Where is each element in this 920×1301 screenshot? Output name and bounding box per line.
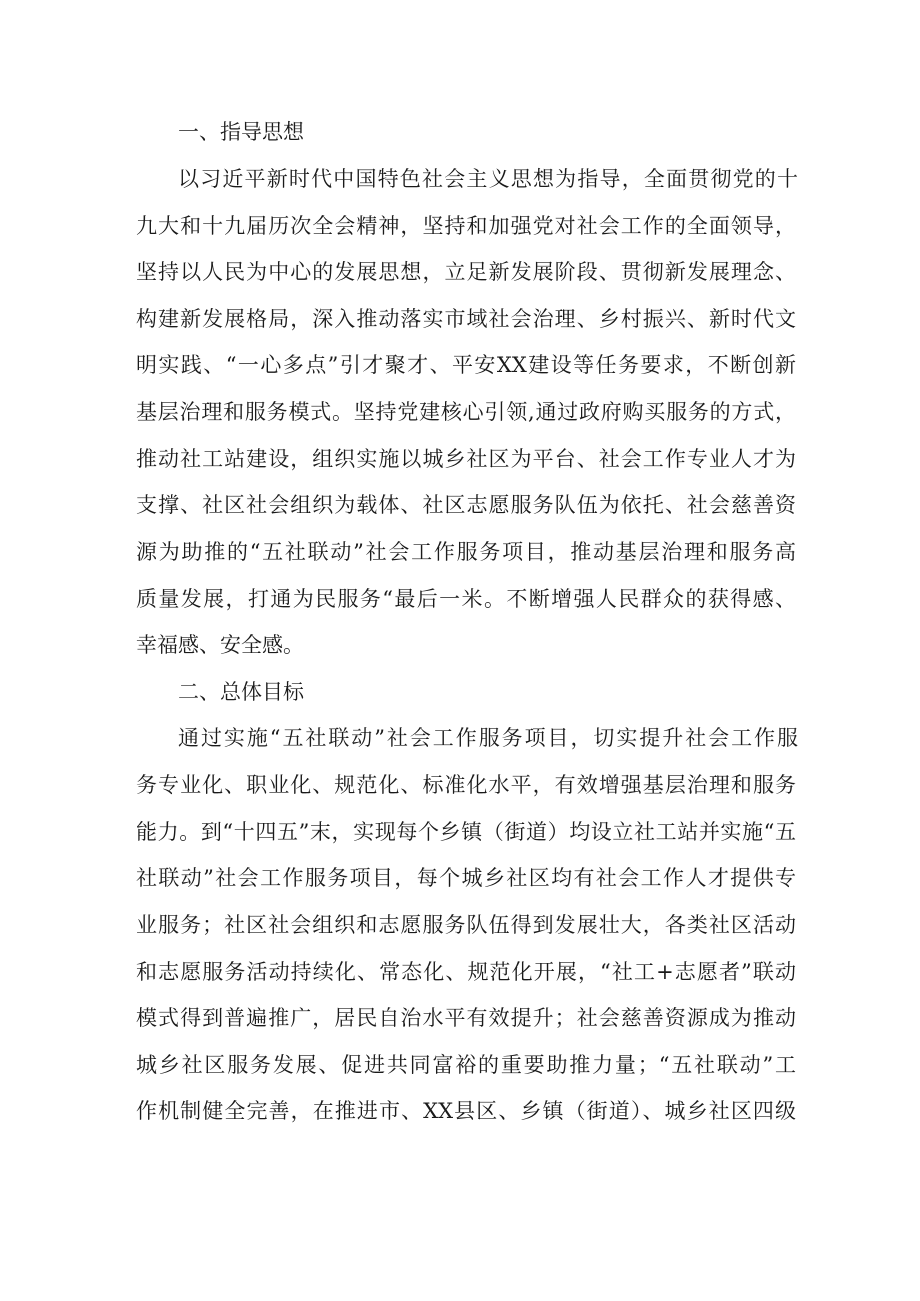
- paragraph-line: 推动社工站建设，组织实施以城乡社区为平台、社会工作专业人才为: [136, 447, 796, 471]
- paragraph-line: 质量发展，打通为民服务“最后一米。不断增强人民群众的获得感、: [136, 587, 796, 611]
- section-1-heading: 一、指导思想: [178, 120, 304, 144]
- paragraph-line-last: 幸福感、安全感。: [136, 633, 304, 657]
- paragraph-line: 社联动”社会工作服务项目，每个城乡社区均有社会工作人才提供专: [136, 866, 796, 890]
- paragraph-line: 源为助推的“五社联动”社会工作服务项目，推动基层治理和服务高: [136, 540, 796, 564]
- section-2-heading: 二、总体目标: [178, 680, 304, 704]
- paragraph-line: 业服务；社区社会组织和志愿服务队伍得到发展壮大，各类社区活动: [136, 913, 796, 937]
- paragraph-line: 以习近平新时代中国特色社会主义思想为指导，全面贯彻党的十: [178, 167, 798, 191]
- paragraph-line: 城乡社区服务发展、促进共同富裕的重要助推力量；“五社联动”工: [136, 1053, 796, 1077]
- paragraph-line: 明实践、“一心多点”引才聚才、平安XX建设等任务要求，不断创新: [136, 353, 796, 377]
- paragraph-line: 支撑、社区社会组织为载体、社区志愿服务队伍为依托、社会慈善资: [136, 493, 796, 517]
- paragraph-line: 九大和十九届历次全会精神，坚持和加强党对社会工作的全面领导，: [136, 214, 796, 238]
- paragraph-line: 模式得到普遍推广，居民自治水平有效提升；社会慈善资源成为推动: [136, 1006, 796, 1030]
- paragraph-line: 务专业化、职业化、规范化、标准化水平，有效增强基层治理和服务: [136, 773, 796, 797]
- paragraph-line: 基层治理和服务模式。坚持党建核心引领,通过政府购买服务的方式，: [136, 400, 796, 424]
- paragraph-line: 坚持以人民为中心的发展思想，立足新发展阶段、贯彻新发展理念、: [136, 260, 796, 284]
- paragraph-line: 通过实施“五社联动”社会工作服务项目，切实提升社会工作服: [178, 726, 798, 750]
- paragraph-line: 作机制健全完善，在推进市、XX县区、乡镇（街道）、城乡社区四级: [136, 1099, 796, 1123]
- paragraph-line: 构建新发展格局，深入推动落实市域社会治理、乡村振兴、新时代文: [136, 307, 796, 331]
- paragraph-line: 和志愿服务活动持续化、常态化、规范化开展，“社工+志愿者”联动: [136, 960, 796, 984]
- paragraph-line: 能力。到“十四五”末，实现每个乡镇（街道）均设立社工站并实施“五: [136, 820, 796, 844]
